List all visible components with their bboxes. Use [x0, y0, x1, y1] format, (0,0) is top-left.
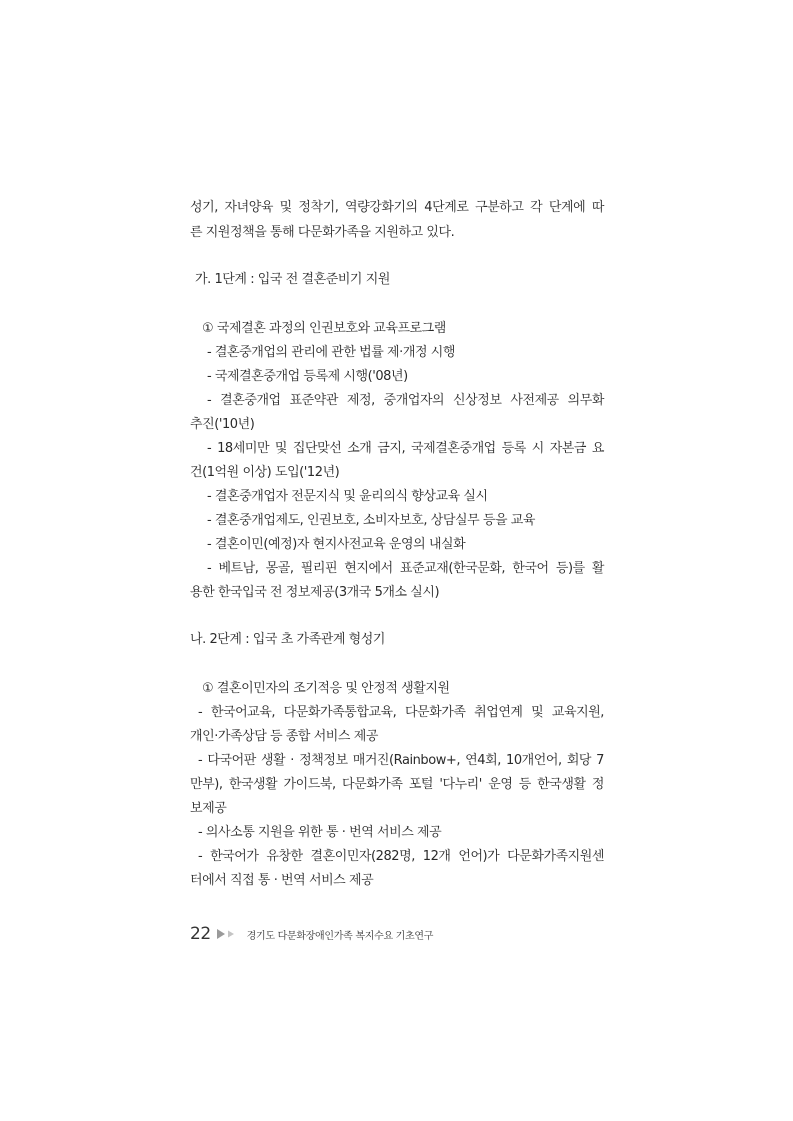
bullet-line: - 결혼중개업의 관리에 관한 법률 제·개정 시행 [207, 345, 455, 360]
bullet-line: - 국제결혼중개업 등록제 시행('08년) [207, 369, 408, 384]
bullet-continuation: 건(1억원 이상) 도입('12년) [190, 465, 340, 480]
section-heading-ga: 가. 1단계 : 입국 전 결혼준비기 지원 [195, 272, 390, 287]
bullet-continuation: 용한 한국입국 전 정보제공(3개국 5개소 실시) [190, 585, 440, 600]
subsection-heading-1: ① 국제결혼 과정의 인권보호와 교육프로그램 [202, 321, 446, 336]
bullet-continuation: 만부), 한국생활 가이드북, 다문화가족 포털 '다누리' 운영 등 한국생활 정 [190, 777, 604, 792]
bullet-line: - 18세미만 및 집단맞선 소개 금지, 국제결혼중개업 등록 시 자본금 요 [207, 441, 604, 456]
book-title: 경기도 다문화장애인가족 복지수요 기초연구 [246, 930, 434, 942]
page-footer [190, 922, 433, 946]
subsection-heading-1: ① 결혼이민자의 조기적응 및 안정적 생활지원 [202, 681, 450, 696]
bullet-continuation: 추진('10년) [190, 417, 255, 432]
bullet-continuation: 개인·가족상담 등 종합 서비스 제공 [190, 729, 378, 744]
bullet-continuation: 보제공 [190, 801, 227, 816]
bullet-line: - 결혼중개업제도, 인권보호, 소비자보호, 상담실무 등을 교육 [207, 513, 535, 528]
bullet-line: - 다국어판 생활 · 정책정보 매거진(Rainbow+, 연4회, 10개언어, 회당 7 [198, 753, 604, 768]
double-triangle-right-icon [217, 929, 237, 939]
bullet-line: - 한국어교육, 다문화가족통합교육, 다문화가족 취업연계 및 교육지원, [198, 705, 604, 720]
bullet-line: - 결혼중개업자 전문지식 및 윤리의식 향상교육 실시 [207, 489, 488, 504]
page-number: 22 [190, 924, 211, 944]
bullet-line: - 한국어가 유창한 결혼이민자(282명, 12개 언어)가 다문화가족지원센 [198, 849, 604, 864]
bullet-line: - 의사소통 지원을 위한 통 · 번역 서비스 제공 [198, 825, 442, 840]
bullet-line: - 베트남, 몽골, 필리핀 현지에서 표준교재(한국문화, 한국어 등)를 활 [207, 561, 604, 576]
bullet-line: - 결혼이민(예정)자 현지사전교육 운영의 내실화 [207, 537, 466, 552]
section-heading-na: 나. 2단계 : 입국 초 가족관계 형성기 [190, 632, 385, 647]
body-line-2: 른 지원정책을 통해 다문화가족을 지원하고 있다. [190, 225, 455, 240]
bullet-line: - 결혼중개업 표준약관 제정, 중개업자의 신상정보 사전제공 의무화 [207, 393, 604, 408]
bullet-continuation: 터에서 직접 통 · 번역 서비스 제공 [190, 873, 374, 888]
body-line-1: 성기, 자녀양육 및 정착기, 역량강화기의 4단계로 구분하고 각 단계에 따 [190, 200, 604, 215]
